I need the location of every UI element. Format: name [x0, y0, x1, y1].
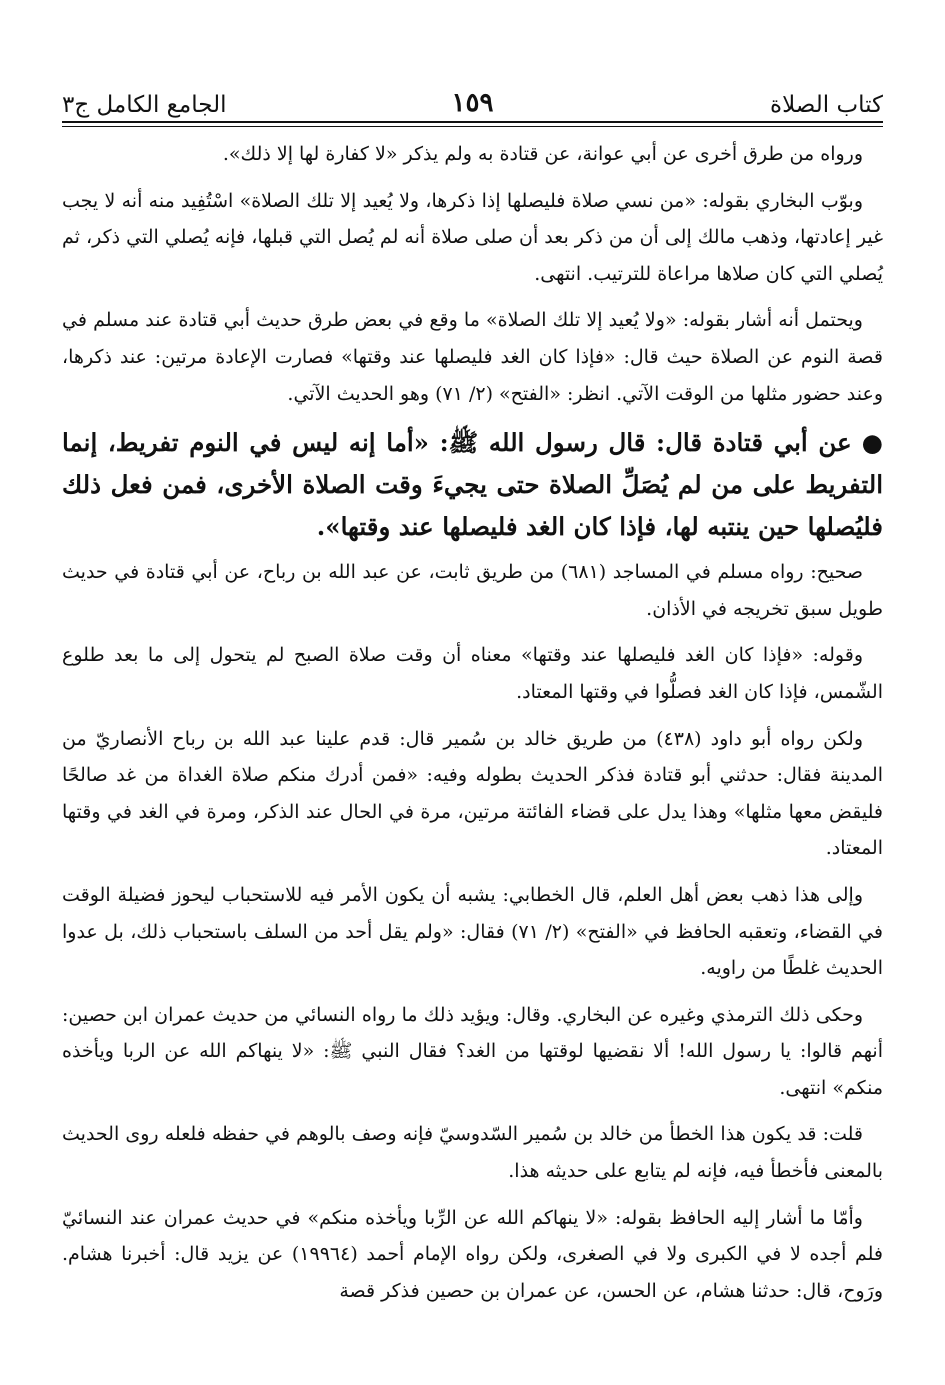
paragraph: ولكن رواه أبو داود (٤٣٨) من طريق خالد بن سُمير قال: قدم علينا عبد الله بن رباح الأنصاريّ من المدينة فقال: حدثني أبو قتادة فذكر الحديث بطوله وفيه: «فمن أدرك منكم صلاة الغداة من غد صالحًا فليقض معها مثلها» وهذا يدل على قضاء الفائتة مرتين، مرة في الحال عند الذكر، ومرة في الغد في وقتها المعتاد. [62, 727, 883, 860]
page-body [62, 136, 883, 1385]
paragraph: وحكى ذلك الترمذي وغيره عن البخاري. وقال: ويؤيد ذلك ما رواه النسائي من حديث عمران ابن حصين: أنهم قالوا: يا رسول الله! ألا نقضيها لوقتها من الغد؟ فقال النبي ﷺ: «لا ينهاكم الله عن الربا ويأخذه منكم» انتهى. [62, 1003, 883, 1099]
bullet-icon: ● [861, 428, 883, 458]
hadith-paragraph [62, 422, 883, 548]
header-book-title: كتاب الصلاة [770, 92, 883, 118]
paragraph: ويحتمل أنه أشار بقوله: «ولا يُعيد إلا تلك الصلاة» ما وقع في بعض طرق حديث أبي قتادة عند مسلم في قصة النوم عن الصلاة حيث قال: «فإذا كان الغد فليصلها عند وقتها» فصارت الإعادة مرتين: عند ذكرها، وعند حضور مثلها من الوقت الآتي. انظر: «الفتح» (٢/ ٧١) وهو الحديث الآتي. [62, 309, 883, 405]
header-rule-thick [62, 121, 883, 123]
header-volume-title: الجامع الكامل ج٣ [62, 92, 227, 118]
hadith-text: عن أبي قتادة قال: قال رسول الله ﷺ: «أما إنه ليس في النوم تفريط، إنما التفريط على من لم يُصَلِّ الصلاة حتى يجيءَ وقت الصلاة الأخرى، فمن فعل ذلك فليُصلها حين ينتبه لها، فإذا كان الغد فليصلها عند وقتها». [62, 428, 883, 542]
paragraph: وقوله: «فإذا كان الغد فليصلها عند وقتها» معناه أن وقت صلاة الصبح لم يتحول إلى ما بعد طلوع الشّمس، فإذا كان الغد فصلُّوا في وقتها المعتاد. [62, 644, 883, 703]
paragraph: قلت: قد يكون هذا الخطأ من خالد بن سُمير السّدوسيّ فإنه وصف بالوهم في حفظه فلعله روى الحديث بالمعنى فأخطأ فيه، فإنه لم يتابع على حديثه هذا. [62, 1123, 883, 1183]
header-rule-thin [62, 126, 883, 127]
page-number: ١٥٩ [451, 88, 494, 118]
paragraph: وأمّا ما أشار إليه الحافظ بقوله: «لا ينهاكم الله عن الرِّبا ويأخذه منكم» في حديث عمران عند النسائيّ فلم أجده لا في الكبرى ولا في الصغرى، ولكن رواه الإمام أحمد (١٩٩٦٤) عن يزيد قال: أخبرنا هشام. ورَوح، قال: حدثنا هشام، عن الحسن، عن عمران بن حصين فذكر قصة [62, 1206, 883, 1302]
paragraph: صحيح: رواه مسلم في المساجد (٦٨١) من طريق ثابت، عن عبد الله بن رباح، عن أبي قتادة في حديث طويل سبق تخريجه في الأذان. [62, 561, 883, 620]
page-header [62, 78, 883, 118]
paragraph: ورواه من طرق أخرى عن أبي عوانة، عن قتادة به ولم يذكر «لا كفارة لها إلا ذلك». [222, 143, 863, 165]
paragraph: وإلى هذا ذهب بعض أهل العلم، قال الخطابي: يشبه أن يكون الأمر فيه للاستحباب ليحوز فضيلة الوقت في القضاء، وتعقبه الحافظ في «الفتح» (٢/ ٧١) فقال: «ولم يقل أحد من السلف باستحباب ذلك، بل عدوا الحديث غلطًا من راويه. [62, 883, 883, 980]
paragraph: وبوّب البخاري بقوله: «من نسي صلاة فليصلها إذا ذكرها، ولا يُعيد إلا تلك الصلاة» اسْتُفِيد منه أنه لا يجب غير إعادتها، وذهب مالك إلى أن من ذكر بعد أن صلى صلاة أنه لم يُصل التي قبلها، فإنه يُصلي التي ذكر، ثم يُصلي التي كان صلاها مراعاة للترتيب. انتهى. [62, 189, 883, 285]
